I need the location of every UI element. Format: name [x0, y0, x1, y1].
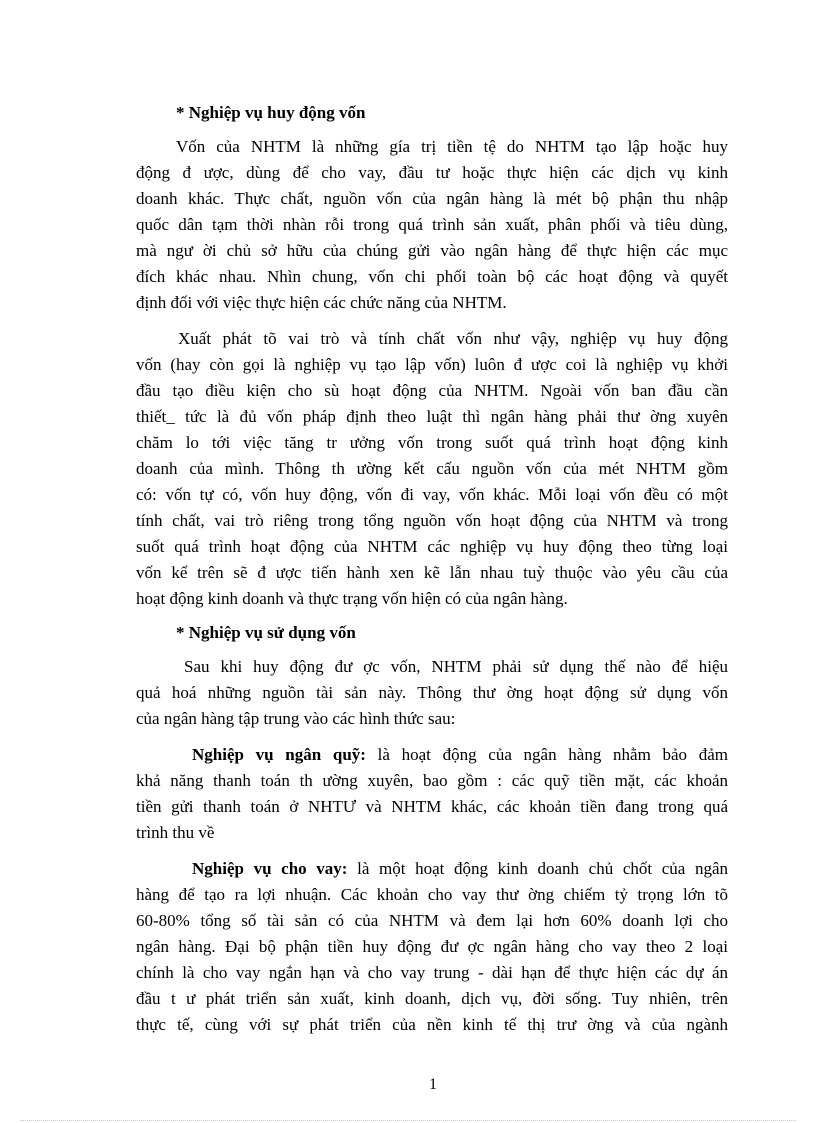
- text-line: định đối với việc thực hiện các chức năng của NHTM.: [136, 293, 507, 312]
- text-line: thực tế, cùng với sự phát triển của nền kinh tế thị trư ờng và của ngành: [136, 1015, 728, 1034]
- text-line: đầu t ư phát triển sản xuất, kinh doanh, dịch vụ, đời sống. Tuy nhiên, trên: [136, 989, 728, 1008]
- paragraph-treasury: [136, 742, 728, 846]
- paragraph-lending: [136, 856, 728, 1038]
- text-line: hàng để tạo ra lợi nhuận. Các khoản cho vay thư ờng chiếm tỷ trọng lớn tõ: [136, 885, 728, 904]
- text-line: đích khác nhau. Nhìn chung, vốn chi phối toàn bộ các hoạt động và quyết: [136, 267, 728, 286]
- text-line: Xuất phát tõ vai trò và tính chất vốn như vậy, nghiệp vụ huy động: [178, 329, 728, 348]
- paragraph-utilization-intro: [136, 654, 728, 732]
- text-line: [136, 856, 728, 882]
- text-run: là hoạt động của ngân hàng nhằm bảo đảm: [365, 745, 728, 764]
- text-line: của ngân hàng tập trung vào các hình thức sau:: [136, 709, 456, 728]
- text-line: khả năng thanh toán th ường xuyên, bao gồm : các quỹ tiền mặt, các khoản: [136, 771, 728, 790]
- text-line: có: vốn tự có, vốn huy động, vốn đi vay, vốn khác. Mỗi loại vốn đều có một: [136, 485, 728, 504]
- section-heading-utilization: * Nghiệp vụ sử dụng vốn: [176, 623, 356, 642]
- text-line: trình thu về: [136, 823, 215, 842]
- text-line: đầu tạo điều kiện cho sù hoạt động của NHTM. Ngoài vốn ban đầu cần: [136, 381, 728, 400]
- text-line: 60-80% tổng số tài sản có của NHTM và đem lại hơn 60% doanh lợi cho: [136, 911, 728, 930]
- text-line: chăm lo tới việc tăng tr ưởng vốn trong suốt quá trình hoạt động kinh: [136, 433, 728, 452]
- text-line: thiết_ tức là đủ vốn pháp định theo luật thì ngân hàng phải thư ờng xuyên: [136, 407, 728, 426]
- bold-term-lending: Nghiệp vụ cho vay:: [192, 859, 348, 878]
- text-line: vốn kể trên sẽ đ ược tiến hành xen kẽ lẫn nhau tuỳ thuộc vào yêu cầu của: [136, 563, 728, 582]
- text-line: ngân hàng. Đại bộ phận tiền huy động đư ợc ngân hàng cho vay theo 2 loại: [136, 937, 728, 956]
- text-line: suốt quá trình hoạt động của NHTM các nghiệp vụ huy động theo từng loại: [136, 537, 728, 556]
- section-heading-mobilization: * Nghiệp vụ huy động vốn: [176, 103, 366, 122]
- text-line: Vốn của NHTM là những gía trị tiền tệ do NHTM tạo lập hoặc huy: [176, 137, 728, 156]
- text-run: là một hoạt động kinh doanh chủ chốt của ngân: [347, 859, 728, 878]
- text-line: mà ngư ời chủ sở hữu của chúng gửi vào ngân hàng để thực hiện các mục: [136, 241, 728, 260]
- text-line: tính chất, vai trò riêng trong tổng nguồn vốn hoạt động của NHTM và trong: [136, 511, 728, 530]
- text-line: Sau khi huy động đư ợc vốn, NHTM phải sử dụng thế nào để hiệu: [184, 657, 728, 676]
- document-body: [136, 100, 728, 1038]
- text-line: [136, 742, 728, 768]
- paragraph-capital-definition: [136, 134, 728, 316]
- text-line: doanh của mình. Thông th ường kết cấu nguồn vốn của mét NHTM gồm: [136, 459, 728, 478]
- paragraph-mobilization-role: [136, 326, 728, 612]
- text-line: quả hoá những nguồn tài sản này. Thông thư ờng hoạt động sử dụng vốn: [136, 683, 728, 702]
- text-line: động đ ược, dùng để cho vay, đầu tư hoặc thực hiện các dịch vụ kinh: [136, 163, 728, 182]
- page-bottom-divider: [20, 1120, 796, 1121]
- text-line: quốc dân tạm thời nhàn rỗi trong quá trình sản xuất, phân phối và tiêu dùng,: [136, 215, 728, 234]
- text-line: hoạt động kinh doanh và thực trạng vốn hiện có của ngân hàng.: [136, 589, 568, 608]
- bold-term-treasury: Nghiệp vụ ngân quỹ:: [192, 745, 366, 764]
- text-line: chính là cho vay ngắn hạn và cho vay trung - dài hạn để thực hiện các dự án: [136, 963, 728, 982]
- text-line: doanh khác. Thực chất, nguồn vốn của ngân hàng là mét bộ phận thu nhập: [136, 189, 728, 208]
- page-number: 1: [429, 1076, 437, 1093]
- text-line: tiền gửi thanh toán ở NHTƯ và NHTM khác, các khoản tiền đang trong quá: [136, 797, 728, 816]
- text-line: vốn (hay còn gọi là nghiệp vụ tạo lập vốn) luôn đ ược coi là nghiệp vụ khởi: [136, 355, 728, 374]
